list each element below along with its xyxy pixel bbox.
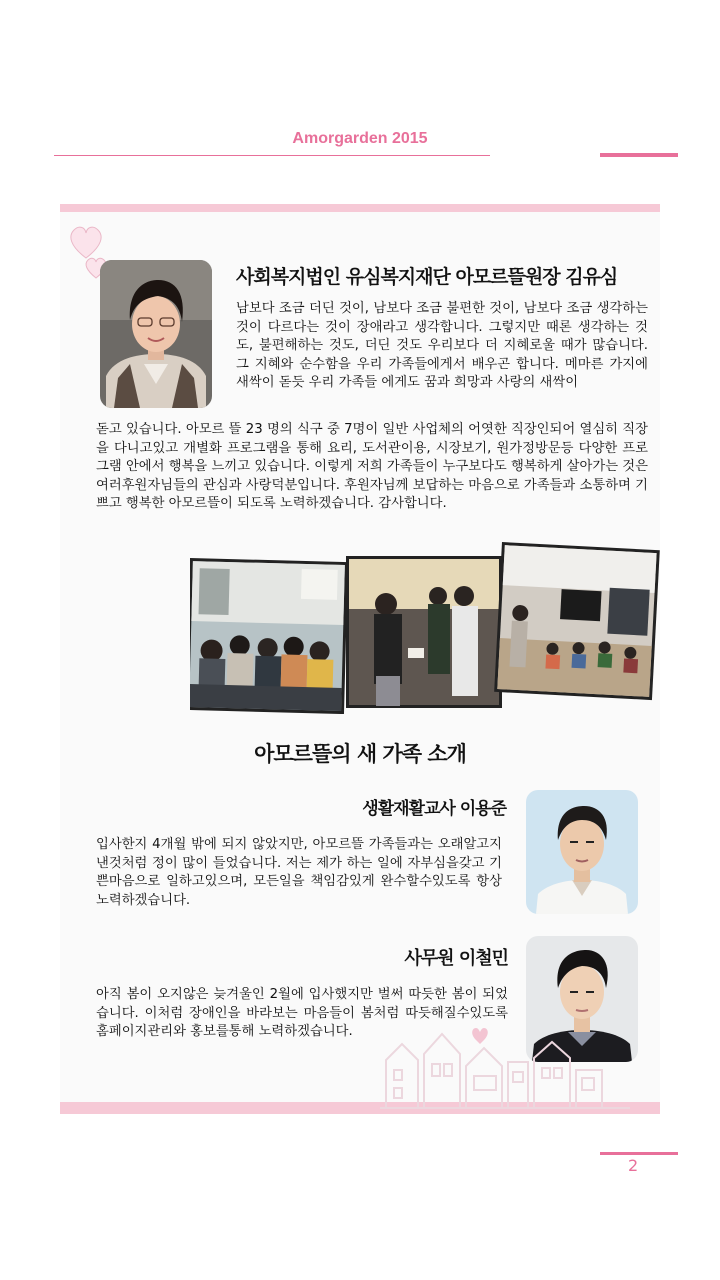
director-heading: 사회복지법인 유심복지재단 아모르뜰원장 김유심 bbox=[236, 266, 618, 288]
header-accent-bar bbox=[600, 153, 678, 157]
panel-top-band bbox=[60, 204, 660, 212]
staff-name: 생활재활교사 이용준 bbox=[362, 799, 506, 819]
director-portrait bbox=[100, 260, 212, 408]
activity-photo-collage bbox=[190, 542, 660, 714]
staff-portrait bbox=[526, 790, 638, 914]
page-number: 2 bbox=[628, 1156, 639, 1175]
page-number-rule bbox=[600, 1152, 678, 1155]
director-message-part-2: 돋고 있습니다. 아모르 뜰 23 명의 식구 중 7명이 일반 사업체의 어엿한 직장인되어 열심히 직장을 다니고있고 개별화 프로그램을 통해 요리, 도서관이용, 시장보기, 원가정방문등 다양한 프로그램 안에서 행복을 느끼고 있습니다. 이렇게 저희 가족들이 누구보다도 행복하게 살아가는 것은 여러후원자님들의 관심과 사랑덕분입니다. 후원자님께 보답하는 마음으로 가족들과 소통하며 기쁘고 행복한 아모르뜰이 되도록 노력하겠습니다. 감사합니다. bbox=[96, 422, 648, 512]
staff-introduction: 아직 봄이 오지않은 늦겨울인 2월에 입사했지만 벌써 따듯한 봄이 되었습니다. 이처럼 장애인을 바라보는 마음들이 봄처럼 따듯해질수있도록 홈페이지관리와 홍보를통해 노력하겠습니다. bbox=[96, 987, 508, 1040]
activity-photo-cooking bbox=[190, 558, 348, 714]
new-family-heading: 아모르뜰의 새 가족 소개 bbox=[254, 742, 466, 766]
activity-photo-gathering bbox=[494, 542, 660, 700]
header-rule bbox=[54, 155, 490, 156]
activity-photo-gift bbox=[346, 556, 502, 708]
staff-introduction: 입사한지 4개월 밖에 되지 않았지만, 아모르뜰 가족들과는 오래알고지낸것처럼 정이 많이 들었습니다. 저는 제가 하는 일에 자부심을갖고 기쁜마음으로 일하고있으며, 모든일을 책임감있게 완수할수있도록 항상 노력하겠습니다. bbox=[96, 837, 502, 908]
houses-illustration bbox=[380, 1014, 630, 1110]
staff-name: 사무원 이철민 bbox=[404, 948, 508, 969]
director-message-part-1: 남보다 조금 더딘 것이, 남보다 조금 불편한 것이, 남보다 조금 생각하는 것이 다르다는 것이 장애라고 생각합니다. 그렇지만 때론 생각하는 것도, 불편해하는 것도, 더딘 것도 우리보다 더 지혜로울 때가 많습니다. 그 지혜와 순수함을 우리 가족들에게서 배우곤 합니다. 메마른 가지에 새싹이 돋듯 우리 가족들 에게도 꿈과 희망과 사랑의 새싹이 bbox=[236, 301, 648, 391]
page-header-title: Amorgarden 2015 bbox=[292, 130, 428, 147]
